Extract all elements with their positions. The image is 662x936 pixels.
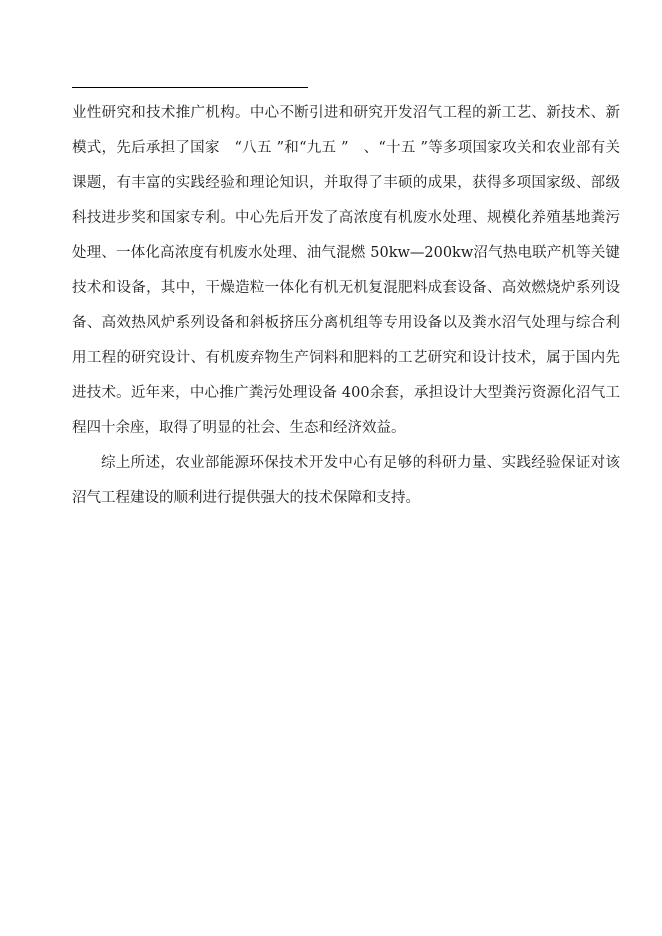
- document-body: [72, 96, 620, 516]
- paragraph-continuation: 业性研究和技术推广机构。中心不断引进和研究开发沼气工程的新工艺、新技术、新模式，先后承担了国家 “八五 ”和“九五 ” 、“十五 ”等多项国家攻关和农业部有关课题，有丰富的实践经验和理论知识，并取得了丰硕的成果，获得多项国家级、部级科技进步奖和国家专利。中心先后开发了高浓度有机废水处理、规模化养殖基地粪污处理、一体化高浓度有机废水处理、油气混燃 50kw—200kw沼气热电联产机等关键技术和设备，其中，干燥造粒一体化有机无机复混肥料成套设备、高效燃烧炉系列设备、高效热风炉系列设备和斜板挤压分离机组等专用设备以及粪水沼气处理与综合利用工程的研究设计、有机废弃物生产饲料和肥料的工艺研究和设计技术，属于国内先进技术。近年来，中心推广粪污处理设备 400余套，承担设计大型粪污资源化沼气工程四十余座，取得了明显的社会、生态和经济效益。: [72, 105, 620, 436]
- header-rule: [72, 87, 308, 88]
- paragraph-conclusion: 综上所述，农业部能源环保技术开发中心有足够的科研力量、实践经验保证对该沼气工程建设的顺利进行提供强大的技术保障和支持。: [72, 455, 620, 506]
